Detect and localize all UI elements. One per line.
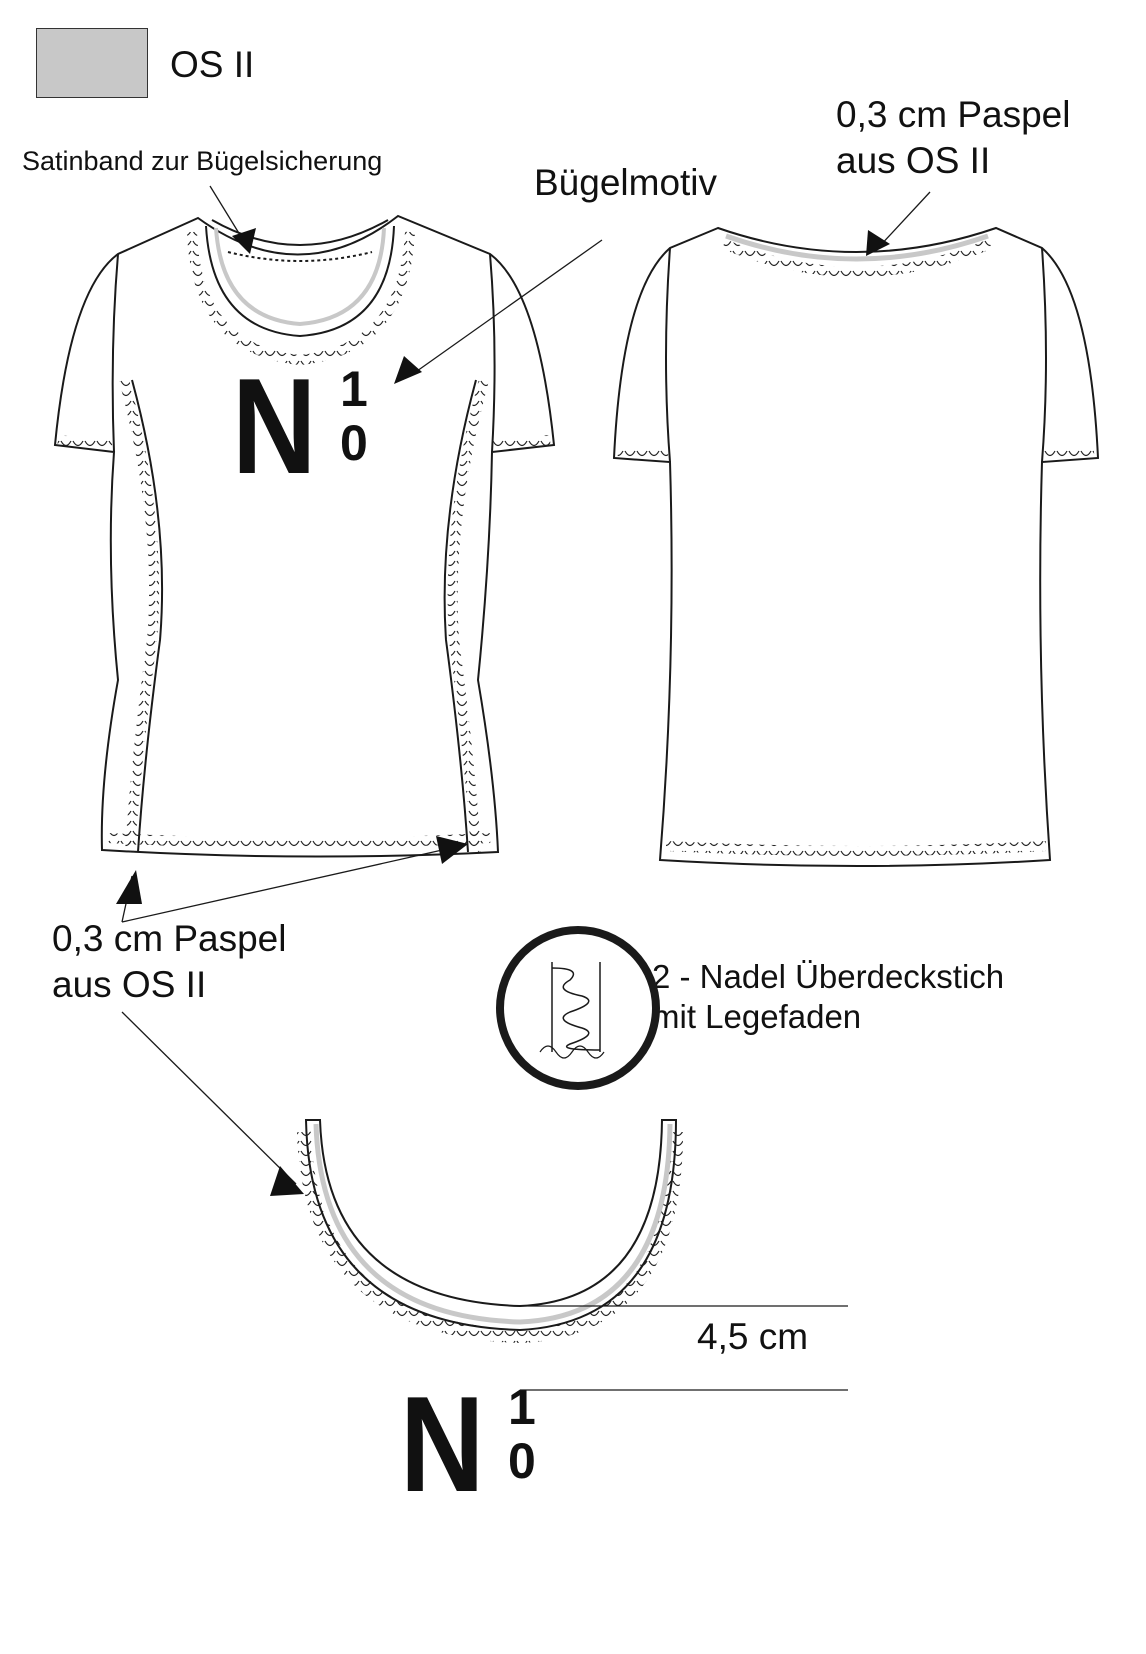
back-left-sleeve (666, 248, 670, 462)
motif-sub: 0 (340, 415, 368, 471)
back-left-cuff-ruffle (618, 452, 668, 456)
paspel-front-arrowhead-left (116, 870, 142, 904)
buegelmotiv-leader (410, 240, 602, 376)
stitch-symbol-circle (500, 930, 656, 1086)
front-right-seam-ruffle (453, 380, 484, 852)
paspel-front-label-line2: aus OS II (52, 964, 207, 1005)
motif-sup: 1 (340, 361, 368, 417)
measurement (520, 1306, 848, 1390)
paspel-front-label-line1: 0,3 cm Paspel (52, 918, 287, 959)
back-body-outline (614, 228, 1098, 866)
motif-letter: N (400, 1368, 485, 1520)
callout-arrowheads (116, 228, 890, 1196)
motif-letter: N (232, 350, 317, 502)
back-right-sleeve (1042, 248, 1046, 462)
front-body-outline (55, 216, 554, 857)
buegelmotiv-label: Bügelmotiv (534, 162, 718, 203)
buegelmotiv-arrowhead (394, 356, 422, 384)
stitch-label-line2: mit Legefaden (652, 998, 862, 1035)
front-right-sleeve (490, 254, 495, 452)
paspel-back-label-line2: aus OS II (836, 140, 991, 181)
paspel-detail-leader (122, 1012, 296, 1184)
front-neck-band (206, 226, 394, 336)
satinband-label: Satinband zur Bügelsicherung (22, 146, 383, 176)
legend-label: OS II (170, 44, 255, 85)
front-right-cuff-ruffle (494, 440, 550, 446)
motif-sup: 1 (508, 1379, 536, 1435)
neckline-detail (302, 1120, 676, 1336)
back-shirt (614, 228, 1098, 866)
front-left-cuff-ruffle (58, 440, 112, 446)
front-left-seam-ruffle (124, 380, 154, 852)
front-left-sleeve (113, 254, 118, 452)
front-shirt (55, 216, 554, 857)
motif-sub: 0 (508, 1433, 536, 1489)
back-hem-ruffle (666, 846, 1046, 851)
stitch-label-line1: 2 - Nadel Überdeckstich (652, 958, 1005, 995)
front-hem-ruffle (108, 838, 490, 843)
measure-label: 4,5 cm (697, 1316, 809, 1357)
stitch-symbol-loop (552, 968, 600, 1050)
paspel-detail-arrowhead (270, 1166, 304, 1196)
paspel-back-leader (878, 192, 930, 248)
coverstitch-symbol (500, 930, 656, 1086)
back-right-cuff-ruffle (1044, 452, 1094, 456)
paspel-back-label-line1: 0,3 cm Paspel (836, 94, 1071, 135)
callout-lines (122, 186, 930, 1184)
